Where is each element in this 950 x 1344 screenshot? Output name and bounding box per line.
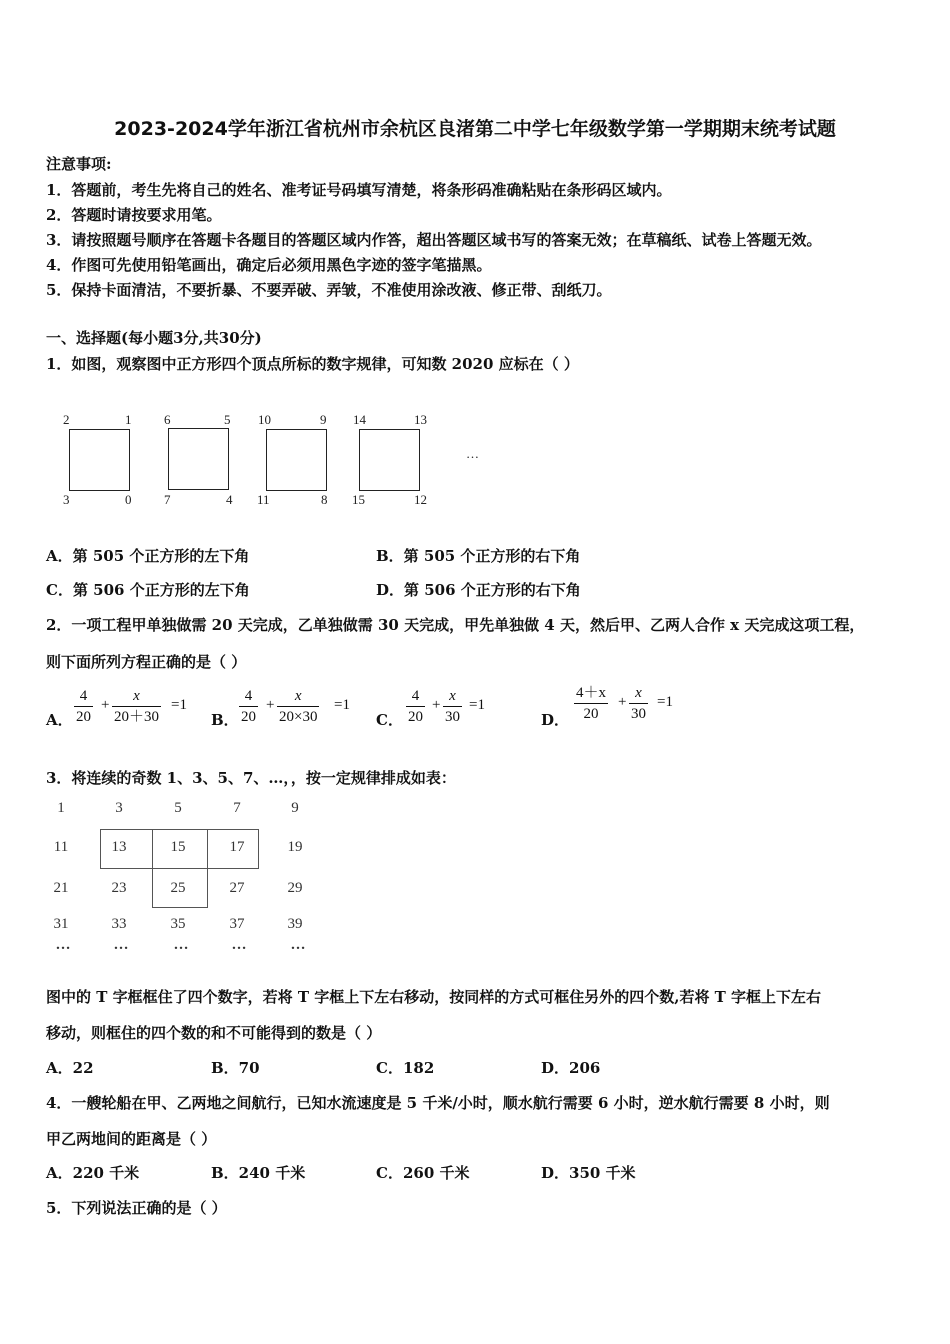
numerator: 4 (239, 686, 258, 707)
vertex-label: 7 (164, 492, 171, 507)
fraction (239, 686, 258, 727)
denominator: 20 (241, 709, 256, 725)
fraction (443, 686, 462, 727)
fraction (74, 686, 93, 727)
vertex-label: 9 (320, 412, 327, 427)
table-cell: … (231, 937, 247, 953)
vertex-label: 12 (414, 492, 427, 507)
vertex-label: 2 (63, 412, 70, 427)
numerator: x (629, 683, 648, 704)
plus-sign: + (432, 697, 441, 713)
table-cell: 35 (170, 916, 186, 932)
figure-ellipsis: … (466, 446, 479, 461)
notice-item: 2．答题时请按要求用笔。 (46, 206, 222, 224)
option-b-label: B． (211, 711, 239, 729)
table-cell: 31 (53, 916, 69, 932)
table-cell: 19 (287, 839, 303, 855)
table-cell: … (113, 937, 129, 953)
table-cell: 1 (57, 800, 65, 816)
numerator: x (277, 686, 319, 707)
question-1-stem: 1．如图，观察图中正方形四个顶点所标的数字规律，可知数 2020 应标在（ ） (46, 355, 579, 373)
fraction (277, 686, 319, 727)
question-3-description: 图中的 T 字框框住了四个数字，若将 T 字框上下左右移动，按同样的方式可框住另外的四个数,若将 T 字框上下左右 (46, 988, 822, 1006)
denominator: 30 (445, 709, 460, 725)
notice-item: 1．答题前，考生先将自己的姓名、准考证号码填写清楚，将条形码准确粘贴在条形码区域内。 (46, 181, 672, 199)
numerator: x (112, 686, 161, 707)
vertex-label: 1 (125, 412, 132, 427)
option-c: C．第 506 个正方形的左下角 (46, 581, 250, 599)
table-cell: … (55, 937, 71, 953)
vertex-label: 13 (414, 412, 427, 427)
fraction (406, 686, 425, 727)
table-cell: 17 (229, 839, 245, 855)
option-b: B．240 千米 (211, 1164, 306, 1182)
numerator: 4 (74, 686, 93, 707)
table-cell: 3 (115, 800, 123, 816)
notice-item: 3．请按照题号顺序在答题卡各题目的答题区域内作答，超出答题区域书写的答案无效；在草稿纸、试卷上答题无效。 (46, 231, 822, 249)
table-cell: 39 (287, 916, 303, 932)
square-1 (69, 429, 130, 491)
denominator: 20 (408, 709, 423, 725)
option-a: A．22 (46, 1059, 94, 1077)
vertex-label: 10 (258, 412, 271, 427)
denominator: 20 (76, 709, 91, 725)
vertex-label: 15 (352, 492, 365, 507)
question-2-stem: 则下面所列方程正确的是（ ） (46, 653, 247, 671)
table-cell: 37 (229, 916, 245, 932)
notice-item: 4．作图可先使用铅笔画出，确定后必须用黑色字迹的签字笔描黑。 (46, 256, 492, 274)
table-cell: 13 (111, 839, 127, 855)
vertex-label: 3 (63, 492, 70, 507)
fraction (629, 683, 648, 724)
table-cell: … (290, 937, 306, 953)
fraction (112, 686, 161, 727)
denominator: 20×30 (279, 709, 318, 725)
table-cell: 33 (111, 916, 127, 932)
vertex-label: 5 (224, 412, 231, 427)
option-d: D．206 (541, 1059, 601, 1077)
vertex-label: 4 (226, 492, 233, 507)
question-5-stem: 5．下列说法正确的是（ ） (46, 1199, 227, 1217)
question-4-stem: 4．一艘轮船在甲、乙两地之间航行，已知水流速度是 5 千米/小时，顺水航行需要 6 小时，逆水航行需要 8 小时，则 (46, 1094, 830, 1112)
option-c: C．182 (376, 1059, 435, 1077)
question-4-stem: 甲乙两地间的距离是（ ） (46, 1130, 217, 1148)
square-3 (266, 429, 327, 491)
denominator: 30 (631, 706, 646, 722)
table-cell: 15 (170, 839, 186, 855)
plus-sign: + (266, 697, 275, 713)
option-b: B．第 505 个正方形的右下角 (376, 547, 581, 565)
square-4 (359, 429, 420, 491)
vertex-label: 8 (321, 492, 328, 507)
option-a: A．第 505 个正方形的左下角 (46, 547, 250, 565)
option-d: D．350 千米 (541, 1164, 636, 1182)
table-cell: 25 (170, 880, 186, 896)
fraction (574, 683, 608, 724)
question-3-stem: 3．将连续的奇数 1、3、5、7、…，，按一定规律排成如表： (46, 769, 456, 787)
square-2 (168, 428, 229, 490)
vertex-label: 6 (164, 412, 171, 427)
option-c-label: C． (376, 711, 403, 729)
option-b: B．70 (211, 1059, 260, 1077)
plus-sign: + (101, 697, 110, 713)
table-cell: 21 (53, 880, 69, 896)
section-heading: 一、选择题(每小题3分,共30分) (46, 329, 262, 347)
t-frame-divider (152, 829, 153, 869)
question-2-stem: 2．一项工程甲单独做需 20 天完成，乙单独做需 30 天完成，甲先单独做 4 天，然后甲、乙两人合作 x 天完成这项工程， (46, 616, 865, 634)
table-cell: 5 (174, 800, 182, 816)
vertex-label: 14 (353, 412, 366, 427)
option-d: D．第 506 个正方形的右下角 (376, 581, 581, 599)
numerator: 4 (406, 686, 425, 707)
question-3-description: 移动，则框住的四个数的和不可能得到的数是（ ） (46, 1024, 382, 1042)
table-cell: 27 (229, 880, 245, 896)
equation-rhs: =1 (171, 697, 187, 713)
table-cell: 9 (291, 800, 299, 816)
equation-rhs: =1 (469, 697, 485, 713)
option-c: C．260 千米 (376, 1164, 470, 1182)
page-title: 2023-2024学年浙江省杭州市余杭区良渚第二中学七年级数学第一学期期末统考试题 (114, 118, 836, 140)
option-a: A．220 千米 (46, 1164, 140, 1182)
table-cell: 29 (287, 880, 303, 896)
numerator: 4＋x (574, 683, 608, 704)
vertex-label: 0 (125, 492, 132, 507)
table-cell: 7 (233, 800, 241, 816)
vertex-label: 11 (257, 492, 270, 507)
equation-rhs: =1 (657, 694, 673, 710)
t-frame-divider (207, 829, 208, 869)
notice-item: 5．保持卡面清洁，不要折暴、不要弄破、弄皱，不准使用涂改液、修正带、刮纸刀。 (46, 281, 612, 299)
table-cell: 23 (111, 880, 127, 896)
denominator: 20 (583, 706, 599, 722)
table-cell: … (173, 937, 189, 953)
option-a-label: A． (46, 711, 73, 729)
table-cell: 11 (53, 839, 69, 855)
numerator: x (443, 686, 462, 707)
denominator: 20＋30 (114, 709, 160, 725)
plus-sign: + (618, 694, 627, 710)
option-d-label: D． (541, 711, 570, 729)
notice-heading: 注意事项: (46, 155, 112, 173)
equation-rhs: =1 (334, 697, 350, 713)
